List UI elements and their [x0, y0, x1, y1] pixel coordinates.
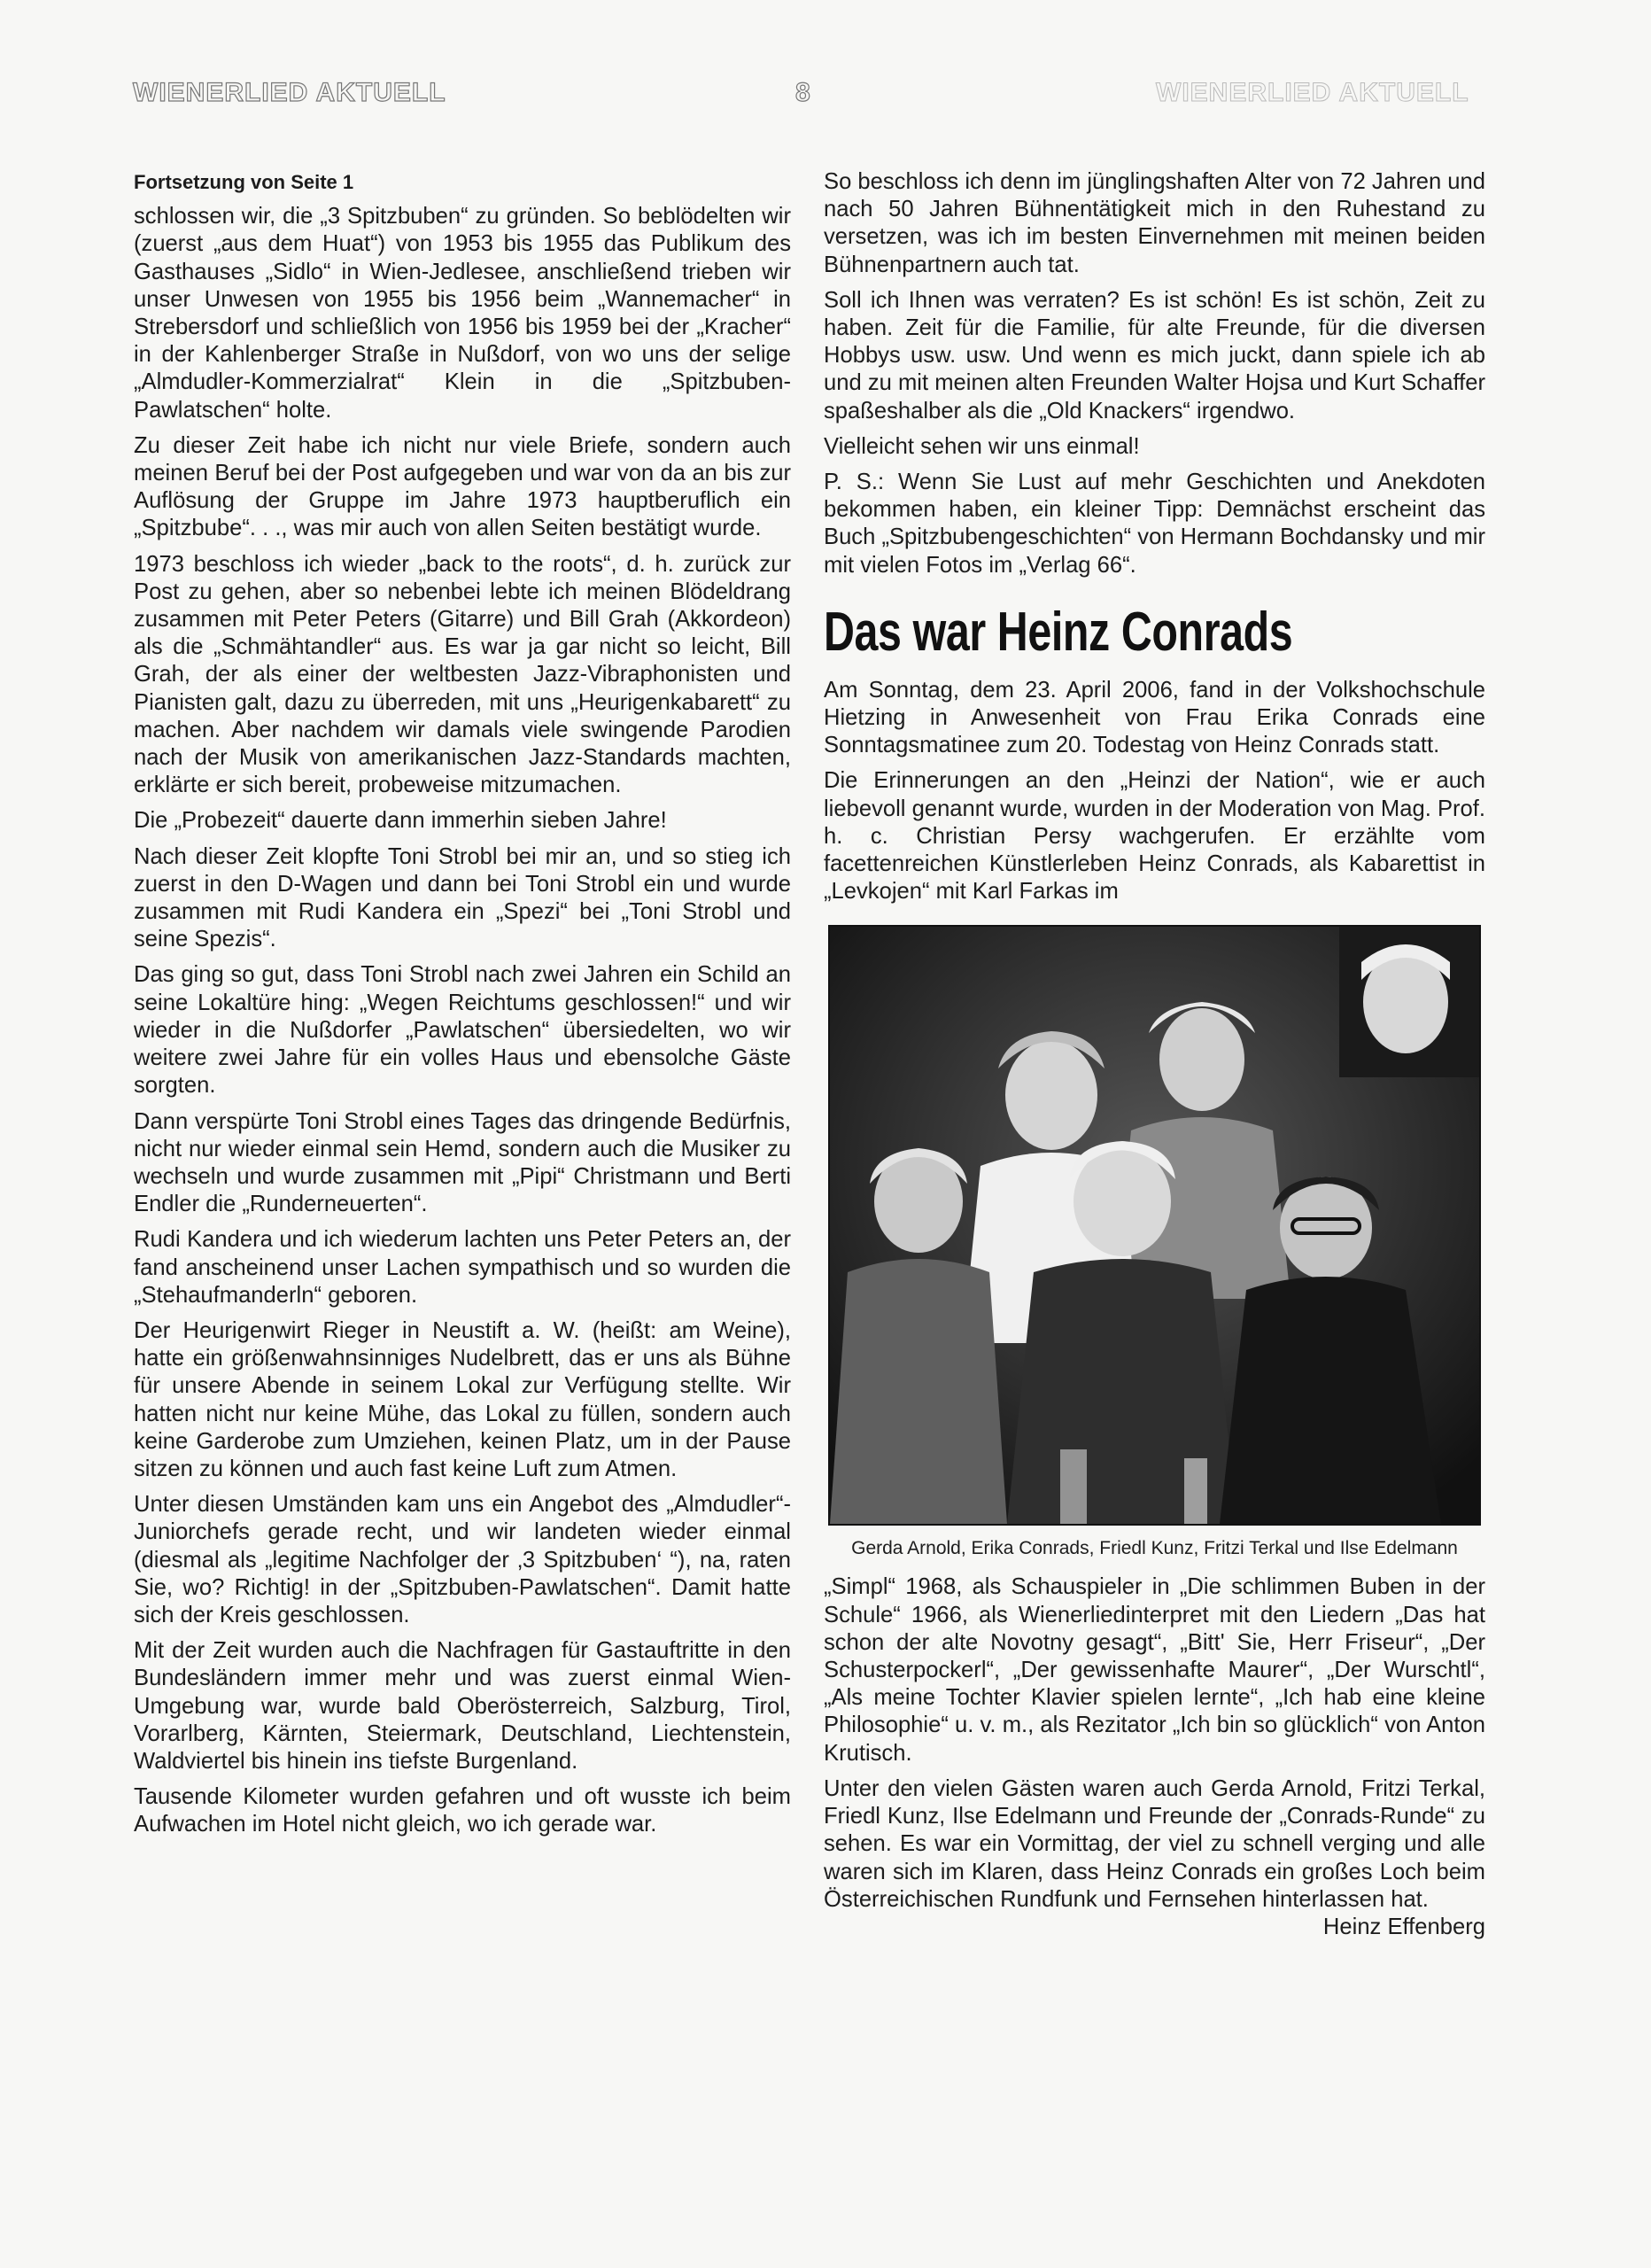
- group-photo-image: [830, 927, 1479, 1524]
- left-column: [134, 168, 791, 1847]
- paragraph: Rudi Kandera und ich wiederum lachten uns Peter Peters an, der fand anscheinend unser Lachen sympathisch und so wurden die „Stehaufmanderln“ geboren.: [134, 1227, 791, 1308]
- paragraph: „Simpl“ 1968, als Schauspieler in „Die schlimmen Buben in der Schule“ 1966, als Wienerliedinterpret mit den Liedern „Das hat schon der alte Novotny gesagt“, „Bitt' Sie, Herr Friseur“, „Der Schusterpockerl“, „Der gewissenhafte Maurer“, „Der Wurschtl“, „Als meine Tochter Klavier spielen lernte“, „Ich hab eine kleine Philosophie“ u. v. m., als Rezitator „Ich bin so glücklich“ von Anton Krutisch.: [824, 1574, 1485, 1766]
- paragraph: P. S.: Wenn Sie Lust auf mehr Geschichten und Anekdoten bekommen haben, ein kleiner Tipp: Demnächst erscheint das Buch „Spitzbubengeschichten“ von Hermann Bochdansky und mir mit vielen Fotos im „Verlag 66“.: [824, 470, 1485, 578]
- author-signature: Heinz Effenberg: [1322, 1914, 1485, 1939]
- article-headline: Das war Heinz Conrads: [824, 601, 1293, 663]
- paragraph: So beschloss ich denn im jünglingshaften Alter von 72 Jahren und nach 50 Jahren Bühnentätigkeit mich in den Ruhestand zu versetzen, was ich im besten Einvernehmen mit meinen beiden Bühnenpartnern auch tat.: [824, 169, 1485, 277]
- header-left-title: WIENERLIED AKTUELL: [133, 78, 446, 107]
- paragraph: Am Sonntag, dem 23. April 2006, fand in der Volkshochschule Hietzing in Anwesenheit von Frau Erika Conrads eine Sonntagsmatinee zum 20. Todestag von Heinz Conrads statt.: [824, 677, 1485, 758]
- paragraph: Nach dieser Zeit klopfte Toni Strobl bei mir an, und so stieg ich zuerst in den D-Wagen und dann bei Toni Strobl ein und wurde zusammen mit Rudi Kandera ein „Spezi“ bei „Toni Strobl und seine Spezis“.: [134, 843, 791, 952]
- group-photo: [828, 925, 1481, 1526]
- paragraph: Vielleicht sehen wir uns einmal!: [824, 433, 1140, 459]
- photo-caption: Gerda Arnold, Erika Conrads, Friedl Kunz, Fritzi Terkal und Ilse Edelmann: [851, 1538, 1458, 1559]
- paragraph: 1973 beschloss ich wieder „back to the roots“, d. h. zurück zur Post zu gehen, aber so nebenbei lebte ich meinen Blödeldrang zusammen mit Peter Peters (Gitarre) und Bill Grah (Akkordeon) als die „Schmähtandler“ aus. Es war ja gar nicht so leicht, Bill Grah, der als einer der weltbesten Jazz-Vibraphonisten und Pianisten galt, dazu zu überreden, mit uns „Heurigenkabarett“ zu machen. Aber nachdem wir damals viele swingende Parodien nach der Musik von amerikanischen Jazz-Standards machten, erklärte er sich bereit, probeweise mitzumachen.: [134, 551, 791, 798]
- paragraph: Zu dieser Zeit habe ich nicht nur viele Briefe, sondern auch meinen Beruf bei der Post aufgegeben und war von da an bis zur Auflösung der Gruppe im Jahre 1973 hauptberuflich ein „Spitzbube“. . ., was mir auch von allen Seiten bestätigt wurde.: [134, 432, 791, 541]
- last-paragraph-text: Unter den vielen Gästen waren auch Gerda Arnold, Fritzi Terkal, Friedl Kunz, Ilse Edelmann und Freunde der „Conrads-Runde“ zu sehen. Es war ein Vormittag, der viel zu schnell verging und alle waren sich im Klaren, dass Heinz Conrads ein großes Loch beim Österreichischen Rundfunk und Fernsehen hinterlassen hat.: [824, 1775, 1485, 1912]
- paragraph: Unter diesen Umständen kam uns ein Angebot des „Almdudler“-Juniorchefs gerade recht, und wir landeten wieder einmal (diesmal als „legitime Nachfolger der ‚3 Spitzbuben‘ “), na, raten Sie, wo? Richtig! in der „Spitzbuben-Pawlatschen“. Damit hatte sich der Kreis geschlossen.: [134, 1492, 791, 1627]
- paragraph: Der Heurigenwirt Rieger in Neustift a. W. (heißt: am Weine), hatte ein größenwahnsinniges Nudelbrett, das er uns als Bühne für unsere Abende in seinem Lokal zur Verfügung stellte. Wir hatten nicht nur keine Mühe, das Lokal zu füllen, sondern auch keine Garderobe zum Umziehen, keinen Platz, um in der Pause sitzen zu können und auch fast keine Luft zum Atmen.: [134, 1317, 791, 1481]
- paragraph: Tausende Kilometer wurden gefahren und oft wusste ich beim Aufwachen im Hotel nicht gleich, wo ich gerade war.: [134, 1784, 791, 1837]
- continuation-note: Fortsetzung von Seite 1: [134, 171, 354, 193]
- paragraph: Dann verspürte Toni Strobl eines Tages das dringende Bedürfnis, nicht nur wieder einmal sein Hemd, sondern auch die Musiker zu wechseln und wurde zusammen mit „Pipi“ Christmann und Berti Endler die „Runderneuerten“.: [134, 1108, 791, 1217]
- paragraph: schlossen wir, die „3 Spitzbuben“ zu gründen. So beblödelten wir (zuerst „aus dem Huat“) von 1953 bis 1955 das Publikum des Gasthauses „Sidlo“ in Wien-Jedlesee, anschließend trieben wir unser Unwesen von 1955 bis 1956 beim „Wannemacher“ in Strebersdorf und schließlich von 1956 bis 1959 bei der „Kracher“ in der Kahlenberger Straße in Nußdorf, von wo uns der selige „Almdudler-Kommerzialrat“ Klein in die „Spitzbuben-Pawlatschen“ holte.: [134, 204, 791, 423]
- paragraph: Mit der Zeit wurden auch die Nachfragen für Gastauftritte in den Bundesländern immer mehr und was zuerst einmal Wien-Umgebung war, wurde bald Oberösterreich, Salzburg, Tirol, Vorarlberg, Kärnten, Steiermark, Deutschland, Liechtenstein, Waldviertel bis hinein ins tiefste Burgenland.: [134, 1638, 791, 1774]
- paragraph: [824, 1775, 1485, 1941]
- paragraph: Soll ich Ihnen was verraten? Es ist schön! Es ist schön, Zeit zu haben. Zeit für die Familie, für alte Freunde, für die diversen Hobbys usw. usw. Und wenn es mich juckt, dann spiele ich ab und zu mit meinen alten Freunden Walter Hojsa und Kurt Schaffer spaßeshalber als die „Old Knackers“ irgendwo.: [824, 287, 1485, 423]
- header-right-title: WIENERLIED AKTUELL: [1156, 78, 1469, 107]
- paragraph: Das ging so gut, dass Toni Strobl nach zwei Jahren ein Schild an seine Lokaltüre hing: „Wegen Reichtums geschlossen!“ und wir wieder in die Nußdorfer „Pawlatschen“ übersiedelten, wo wir weitere zwei Jahre für ein volles Haus und ebensolche Gäste sorgten.: [134, 962, 791, 1099]
- right-column: [824, 168, 1485, 1949]
- paragraph: Die Erinnerungen an den „Heinzi der Nation“, wie er auch liebevoll genannt wurde, wurden in der Moderation von Mag. Prof. h. c. Christian Persy wachgerufen. Er erzählte vom facettenreichen Künstlerleben Heinz Conrads, als Kabarettist in „Levkojen“ mit Karl Farkas im: [824, 768, 1485, 905]
- page-number: 8: [795, 78, 811, 107]
- paragraph: Die „Probezeit“ dauerte dann immerhin sieben Jahre!: [134, 808, 667, 834]
